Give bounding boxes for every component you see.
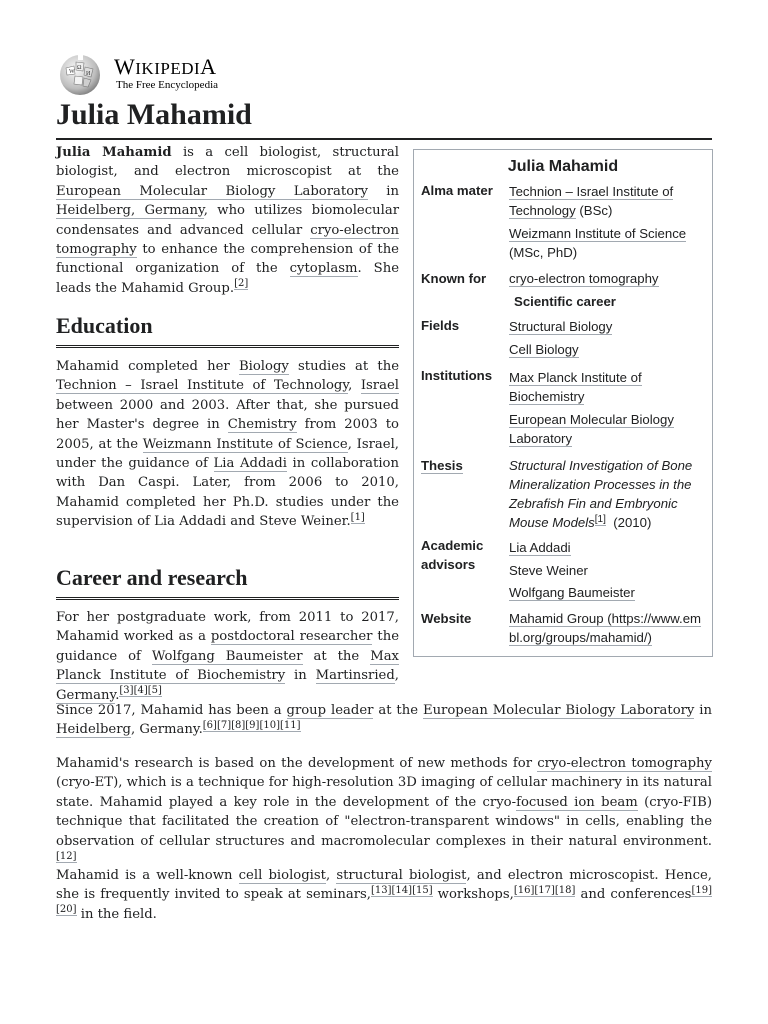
link-cell-biologist[interactable]: cell biologist [238,868,326,883]
link-structural-biologist[interactable]: structural biologist [336,868,467,883]
reference-link[interactable]: [16] [513,885,535,897]
link-focused-ion-beam[interactable]: focused ion beam [516,794,638,810]
text: (cryo-FIB) technique that facilitated the creation of "electron-transparent windows" in cells, enabling the observation of cellular structures and macromolecular complexes in their natural environment. [56,794,712,849]
link-cryo-electron-tomography[interactable]: cryo-electron tomography [56,222,399,258]
education-paragraph [56,357,399,532]
link-wolfgang-baumeister[interactable]: Wolfgang Baumeister [151,648,303,664]
reference-link[interactable]: [6] [202,720,217,732]
lead-paragraph [56,143,399,298]
reference-link[interactable]: [3] [119,685,134,697]
wikipedia-globe-icon [56,54,104,96]
text: in [285,668,316,684]
reference-link[interactable]: [9] [245,720,260,732]
text: in [367,183,400,199]
infobox-title: Julia Mahamid [507,158,619,175]
reference-link[interactable]: [13] [371,885,392,897]
text: at the [373,703,423,718]
link-embl[interactable]: European Molecular Biology Laboratory [509,411,674,446]
reference-link[interactable]: [17] [534,885,555,897]
infobox-value-alma-mater [509,182,705,265]
reference-link[interactable]: [20] [56,904,77,916]
thesis-title: Structural Investigation of Bone Mineralization Processes in the Zebrafish Fin and Embryonic Mouse Models [509,458,693,530]
wikipedia-header[interactable] [56,53,256,95]
link-embl[interactable]: European Molecular Biology Laboratory [422,703,695,718]
link-weizmann[interactable]: Weizmann Institute of Science [509,225,687,241]
text: in collaboration with Dan Caspi. Later, from 2006 to 2010, Mahamid completed her Ph.D. studies under the supervision of Lia Addadi and Steve Weiner. [56,456,399,530]
svg-text:Ω: Ω [77,65,82,71]
wikipedia-wordmark: WIKIPEDIA [114,54,217,79]
text: , and electron microscopist. Hence, she is frequently invited to speak at seminars, [56,868,712,903]
text: For her postgraduate work, from 2011 to 2017, Mahamid worked as a [56,610,399,645]
link-postdoctoral-researcher[interactable]: postdoctoral researcher [210,629,373,645]
link-max-planck[interactable]: Max Planck Institute of Biochemistry [509,370,642,404]
page-title: Julia Mahamid [56,96,712,140]
text: , [394,668,399,684]
infobox-label-fields: Fields [421,318,460,333]
link-website[interactable]: Mahamid Group (https://www.embl.org/groups/mahamid/) [509,611,702,645]
degree-text: (BSc) [575,203,613,218]
reference-link[interactable]: [7] [216,720,232,732]
reference-link[interactable]: [19] [691,885,712,897]
reference-link[interactable]: [10] [259,720,280,732]
infobox-label-thesis[interactable] [421,456,509,475]
link-cell-biology[interactable]: Cell Biology [509,341,579,357]
text: , who utilizes biomolecular condensates and advanced cellular [56,203,399,238]
reference-link[interactable]: [1] [350,511,365,523]
link-wolfgang-baumeister[interactable]: Wolfgang Baumeister [509,585,635,600]
text: . [115,687,120,703]
svg-text:И: И [86,71,91,77]
link-technion[interactable]: Technion – Israel Institute of Technology [56,378,349,394]
section-heading-career: Career and research [56,564,399,600]
link-structural-biology[interactable]: Structural Biology [509,319,613,334]
text: Mahamid is a well-known [56,868,239,883]
text: Mahamid completed her [56,359,239,374]
text: in the field. [76,906,157,922]
infobox-value-institutions [509,368,705,451]
infobox-label-advisors: Academic advisors [421,538,484,572]
text: from 2003 to 2005, at the [56,417,399,452]
reference-link[interactable]: [1] [594,513,606,525]
career-paragraph-2 [56,701,712,740]
text: , Germany. [130,722,203,738]
section-heading-education: Education [56,312,399,348]
text: in [694,703,713,718]
link-cytoplasm[interactable]: cytoplasm [289,261,358,277]
reference-link[interactable]: [11] [279,720,301,732]
reference-link[interactable]: [2] [234,278,249,290]
text: between 2000 and 2003. After that, she pursued her Master's degree in [56,397,399,433]
text: Since 2017, Mahamid has been a [56,703,287,718]
link-israel[interactable]: Israel [360,378,399,394]
text: at the [302,648,371,664]
svg-text:W: W [69,69,75,75]
reference-link[interactable]: [12] [56,850,77,862]
link-martinsried[interactable]: Martinsried [315,668,395,684]
thesis-year: (2010) [605,515,652,530]
link-cryo-electron-tomography[interactable]: cryo-electron tomography [509,271,659,286]
infobox-value-fields [509,317,705,362]
infobox-label-institutions: Institutions [421,368,493,383]
link-max-planck[interactable]: Max Planck Institute of Biochemistry [56,648,399,684]
text: Mahamid's research is based on the development of new methods for [56,756,538,771]
infobox-section-scientific-career: Scientific career [514,294,616,309]
infobox [413,149,713,657]
text: , Israel, under the guidance of [56,436,399,472]
link-chemistry[interactable]: Chemistry [227,417,297,433]
text: . She leads the Mahamid Group. [56,261,399,296]
text: workshops, [432,887,514,903]
reference-link[interactable]: [14] [391,885,413,897]
infobox-label-known-for: Known for [421,271,487,286]
infobox-value-known-for [509,269,705,288]
advisor-name: Steve Weiner [509,562,588,578]
career-paragraph-1 [56,608,399,705]
link-weizmann[interactable]: Weizmann Institute of Science [142,436,348,452]
text: studies at the [288,359,399,374]
text: , [348,378,361,394]
link-heidelberg[interactable]: Heidelberg [56,722,131,738]
link-technion[interactable]: Technion – Israel Institute of Technology [509,184,674,218]
infobox-value-thesis [509,456,705,532]
thesis-label-link[interactable]: Thesis [421,458,463,473]
reference-link[interactable]: [15] [412,885,433,897]
link-biology[interactable]: Biology [238,359,289,374]
career-paragraph-3 [56,754,712,870]
reference-link[interactable]: [4] [133,685,148,697]
text: and conferences [575,887,692,903]
link-embl[interactable]: European Molecular Biology Laboratory [56,183,368,199]
infobox-value-website [509,609,705,647]
reference-link[interactable]: [18] [554,885,576,897]
reference-link[interactable]: [8] [231,720,246,732]
subject-name: Julia Mahamid [56,145,172,160]
text: , [325,868,337,883]
text: is a cell biologist, structural biologist, and electron microscopist at the [56,145,399,180]
degree-text: (MSc, PhD) [509,244,578,260]
link-heidelberg-germany[interactable]: Heidelberg, Germany [56,203,204,219]
infobox-label-website: Website [421,611,472,626]
reference-link[interactable]: [5] [147,685,162,697]
text: the guidance of [56,629,399,664]
wikipedia-tagline: The Free Encyclopedia [116,79,219,91]
infobox-label-alma-mater: Alma mater [421,183,493,198]
infobox-value-advisors [509,538,705,606]
text: (cryo-ET), which is a technique for high-resolution 3D imaging of cellular machinery in its natural state. Mahamid played a key role in the development of the cryo- [56,775,712,810]
text: to enhance the comprehension of the functional organization of the [56,242,399,277]
career-paragraph-4 [56,866,712,924]
link-lia-addadi[interactable]: Lia Addadi [509,540,571,555]
link-lia-addadi[interactable]: Lia Addadi [213,456,287,472]
link-group-leader[interactable]: group leader [286,703,374,718]
link-cryo-electron-tomography[interactable]: cryo-electron tomography [537,756,712,771]
link-germany[interactable]: Germany [56,687,116,703]
